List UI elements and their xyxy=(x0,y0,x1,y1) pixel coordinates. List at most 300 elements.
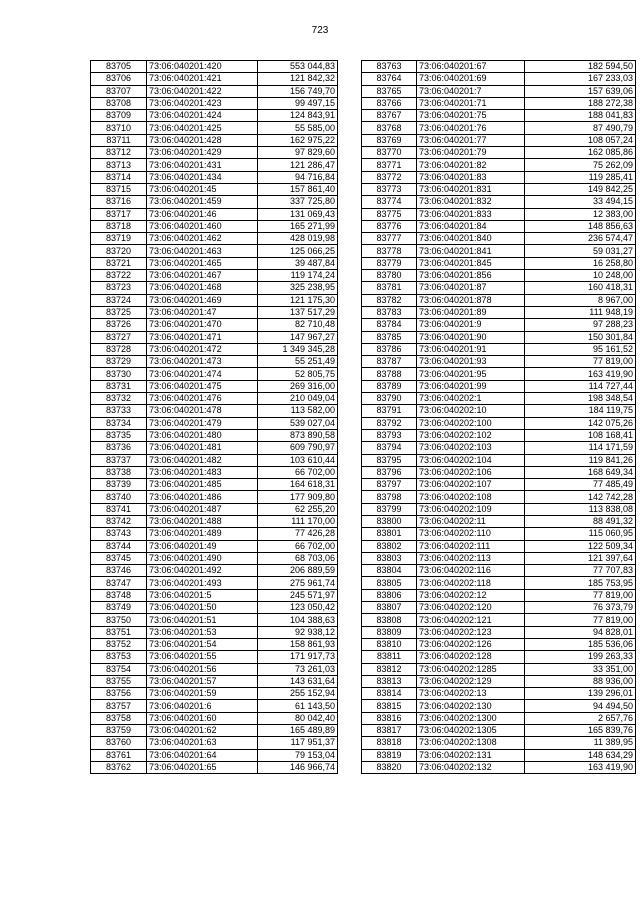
table-row xyxy=(91,356,338,368)
row-number-cell: 83775 xyxy=(362,208,417,220)
value-cell: 95 161,52 xyxy=(525,343,636,355)
cadastral-number-cell: 73:06:040201:59 xyxy=(147,688,258,700)
cadastral-number-cell: 73:06:040202:108 xyxy=(417,491,525,503)
value-cell: 150 301,84 xyxy=(525,331,636,343)
table-row xyxy=(362,737,636,749)
table-row xyxy=(362,405,636,417)
cadastral-number-cell: 73:06:040201:49 xyxy=(147,540,258,552)
table-row xyxy=(362,319,636,331)
row-number-cell: 83770 xyxy=(362,147,417,159)
cadastral-number-cell: 73:06:040201:831 xyxy=(417,183,525,195)
table-row xyxy=(91,651,338,663)
value-cell: 103 610,44 xyxy=(258,454,338,466)
value-cell: 99 497,15 xyxy=(258,97,338,109)
value-cell: 111 948,19 xyxy=(525,306,636,318)
value-cell: 171 917,73 xyxy=(258,651,338,663)
cadastral-number-cell: 73:06:040201:878 xyxy=(417,294,525,306)
row-number-cell: 83753 xyxy=(91,651,147,663)
row-number-cell: 83802 xyxy=(362,540,417,552)
row-number-cell: 83730 xyxy=(91,368,147,380)
cadastral-number-cell: 73:06:040201:478 xyxy=(147,405,258,417)
table-row xyxy=(362,479,636,491)
table-row xyxy=(362,417,636,429)
cadastral-number-cell: 73:06:040201:64 xyxy=(147,749,258,761)
table-row xyxy=(91,540,338,552)
cadastral-number-cell: 73:06:040201:474 xyxy=(147,368,258,380)
value-cell: 62 255,20 xyxy=(258,503,338,515)
value-cell: 33 351,00 xyxy=(525,663,636,675)
table-row xyxy=(362,196,636,208)
row-number-cell: 83746 xyxy=(91,565,147,577)
value-cell: 121 175,30 xyxy=(258,294,338,306)
table-row xyxy=(362,540,636,552)
cadastral-number-cell: 73:06:040202:123 xyxy=(417,626,525,638)
table-row xyxy=(91,675,338,687)
cadastral-number-cell: 73:06:040201:479 xyxy=(147,417,258,429)
table-row xyxy=(91,663,338,675)
value-cell: 162 085,86 xyxy=(525,147,636,159)
cadastral-number-cell: 73:06:040201:90 xyxy=(417,331,525,343)
cadastral-number-cell: 73:06:040201:421 xyxy=(147,73,258,85)
value-cell: 182 594,50 xyxy=(525,61,636,73)
table-row xyxy=(362,233,636,245)
table-row xyxy=(362,638,636,650)
cadastral-number-cell: 73:06:040201:91 xyxy=(417,343,525,355)
table-row xyxy=(362,85,636,97)
table-row xyxy=(91,306,338,318)
row-number-cell: 83774 xyxy=(362,196,417,208)
cadastral-number-cell: 73:06:040202:102 xyxy=(417,429,525,441)
value-cell: 88 936,00 xyxy=(525,675,636,687)
row-number-cell: 83744 xyxy=(91,540,147,552)
table-row xyxy=(362,343,636,355)
row-number-cell: 83817 xyxy=(362,725,417,737)
table-row xyxy=(91,405,338,417)
value-cell: 160 418,31 xyxy=(525,282,636,294)
cadastral-number-cell: 73:06:040202:118 xyxy=(417,577,525,589)
cadastral-number-cell: 73:06:040202:130 xyxy=(417,700,525,712)
table-row xyxy=(91,380,338,392)
row-number-cell: 83814 xyxy=(362,688,417,700)
row-number-cell: 83818 xyxy=(362,737,417,749)
value-cell: 82 710,48 xyxy=(258,319,338,331)
row-number-cell: 83712 xyxy=(91,147,147,159)
cadastral-number-cell: 73:06:040202:111 xyxy=(417,540,525,552)
value-cell: 553 044,83 xyxy=(258,61,338,73)
row-number-cell: 83777 xyxy=(362,233,417,245)
cadastral-number-cell: 73:06:040201:6 xyxy=(147,700,258,712)
table-row xyxy=(362,282,636,294)
cadastral-number-cell: 73:06:040201:423 xyxy=(147,97,258,109)
table-row xyxy=(91,257,338,269)
cadastral-number-cell: 73:06:040202:103 xyxy=(417,442,525,454)
row-number-cell: 83760 xyxy=(91,737,147,749)
value-cell: 199 263,33 xyxy=(525,651,636,663)
cadastral-number-cell: 73:06:040201:422 xyxy=(147,85,258,97)
value-cell: 2 657,76 xyxy=(525,712,636,724)
row-number-cell: 83732 xyxy=(91,393,147,405)
table-row xyxy=(362,294,636,306)
value-cell: 157 639,06 xyxy=(525,85,636,97)
value-cell: 148 856,63 xyxy=(525,220,636,232)
cadastral-number-cell: 73:06:040202:106 xyxy=(417,466,525,478)
row-number-cell: 83724 xyxy=(91,294,147,306)
cadastral-number-cell: 73:06:040201:420 xyxy=(147,61,258,73)
cadastral-number-cell: 73:06:040201:489 xyxy=(147,528,258,540)
value-cell: 77 819,00 xyxy=(525,589,636,601)
value-cell: 185 536,06 xyxy=(525,638,636,650)
table-row xyxy=(91,208,338,220)
cadastral-number-cell: 73:06:040201:93 xyxy=(417,356,525,368)
value-cell: 873 890,58 xyxy=(258,429,338,441)
cadastral-number-cell: 73:06:040201:481 xyxy=(147,442,258,454)
cadastral-number-cell: 73:06:040201:467 xyxy=(147,270,258,282)
table-row xyxy=(91,245,338,257)
cadastral-table-right xyxy=(361,60,636,774)
cadastral-number-cell: 73:06:040201:56 xyxy=(147,663,258,675)
row-number-cell: 83706 xyxy=(91,73,147,85)
value-cell: 121 842,32 xyxy=(258,73,338,85)
table-row xyxy=(362,675,636,687)
value-cell: 117 951,37 xyxy=(258,737,338,749)
row-number-cell: 83728 xyxy=(91,343,147,355)
value-cell: 12 383,00 xyxy=(525,208,636,220)
cadastral-number-cell: 73:06:040202:109 xyxy=(417,503,525,515)
cadastral-number-cell: 73:06:040201:82 xyxy=(417,159,525,171)
cadastral-number-cell: 73:06:040201:434 xyxy=(147,171,258,183)
table-row xyxy=(362,442,636,454)
row-number-cell: 83804 xyxy=(362,565,417,577)
value-cell: 11 389,95 xyxy=(525,737,636,749)
row-number-cell: 83799 xyxy=(362,503,417,515)
cadastral-number-cell: 73:06:040202:10 xyxy=(417,405,525,417)
row-number-cell: 83720 xyxy=(91,245,147,257)
cadastral-number-cell: 73:06:040202:100 xyxy=(417,417,525,429)
table-row xyxy=(362,306,636,318)
value-cell: 158 861,93 xyxy=(258,638,338,650)
table-row xyxy=(91,122,338,134)
table-row xyxy=(362,614,636,626)
table-row xyxy=(362,663,636,675)
value-cell: 16 258,80 xyxy=(525,257,636,269)
value-cell: 119 285,41 xyxy=(525,171,636,183)
value-cell: 97 288,23 xyxy=(525,319,636,331)
value-cell: 143 631,64 xyxy=(258,675,338,687)
cadastral-number-cell: 73:06:040201:475 xyxy=(147,380,258,392)
table-row xyxy=(91,393,338,405)
row-number-cell: 83787 xyxy=(362,356,417,368)
value-cell: 59 031,27 xyxy=(525,245,636,257)
table-row xyxy=(91,159,338,171)
value-cell: 94 494,50 xyxy=(525,700,636,712)
row-number-cell: 83763 xyxy=(362,61,417,73)
row-number-cell: 83789 xyxy=(362,380,417,392)
cadastral-number-cell: 73:06:040201:55 xyxy=(147,651,258,663)
table-row xyxy=(362,515,636,527)
value-cell: 66 702,00 xyxy=(258,466,338,478)
table-row xyxy=(91,110,338,122)
row-number-cell: 83792 xyxy=(362,417,417,429)
cadastral-number-cell: 73:06:040201:57 xyxy=(147,675,258,687)
value-cell: 147 967,27 xyxy=(258,331,338,343)
cadastral-number-cell: 73:06:040201:71 xyxy=(417,97,525,109)
row-number-cell: 83726 xyxy=(91,319,147,331)
value-cell: 165 489,89 xyxy=(258,725,338,737)
cadastral-number-cell: 73:06:040202:12 xyxy=(417,589,525,601)
cadastral-number-cell: 73:06:040201:473 xyxy=(147,356,258,368)
row-number-cell: 83761 xyxy=(91,749,147,761)
table-row xyxy=(91,417,338,429)
cadastral-number-cell: 73:06:040201:471 xyxy=(147,331,258,343)
row-number-cell: 83809 xyxy=(362,626,417,638)
cadastral-number-cell: 73:06:040201:459 xyxy=(147,196,258,208)
row-number-cell: 83745 xyxy=(91,552,147,564)
row-number-cell: 83793 xyxy=(362,429,417,441)
row-number-cell: 83750 xyxy=(91,614,147,626)
value-cell: 168 649,34 xyxy=(525,466,636,478)
table-row xyxy=(91,688,338,700)
cadastral-number-cell: 73:06:040202:1305 xyxy=(417,725,525,737)
cadastral-number-cell: 73:06:040201:841 xyxy=(417,245,525,257)
row-number-cell: 83729 xyxy=(91,356,147,368)
row-number-cell: 83816 xyxy=(362,712,417,724)
row-number-cell: 83795 xyxy=(362,454,417,466)
table-row xyxy=(91,565,338,577)
value-cell: 77 819,00 xyxy=(525,614,636,626)
value-cell: 428 019,98 xyxy=(258,233,338,245)
table-row xyxy=(91,491,338,503)
row-number-cell: 83716 xyxy=(91,196,147,208)
cadastral-number-cell: 73:06:040201:63 xyxy=(147,737,258,749)
table-row xyxy=(362,528,636,540)
row-number-cell: 83766 xyxy=(362,97,417,109)
value-cell: 76 373,79 xyxy=(525,602,636,614)
row-number-cell: 83806 xyxy=(362,589,417,601)
table-row xyxy=(362,466,636,478)
cadastral-number-cell: 73:06:040201:492 xyxy=(147,565,258,577)
row-number-cell: 83718 xyxy=(91,220,147,232)
table-row xyxy=(362,429,636,441)
cadastral-number-cell: 73:06:040201:832 xyxy=(417,196,525,208)
row-number-cell: 83710 xyxy=(91,122,147,134)
cadastral-number-cell: 73:06:040201:75 xyxy=(417,110,525,122)
table-row xyxy=(91,270,338,282)
table-row xyxy=(362,147,636,159)
value-cell: 165 839,76 xyxy=(525,725,636,737)
table-row xyxy=(362,270,636,282)
value-cell: 121 397,64 xyxy=(525,552,636,564)
cadastral-number-cell: 73:06:040201:45 xyxy=(147,183,258,195)
table-row xyxy=(91,233,338,245)
value-cell: 148 634,29 xyxy=(525,749,636,761)
value-cell: 163 419,90 xyxy=(525,368,636,380)
table-row xyxy=(91,85,338,97)
cadastral-number-cell: 73:06:040201:99 xyxy=(417,380,525,392)
table-row xyxy=(91,454,338,466)
value-cell: 61 143,50 xyxy=(258,700,338,712)
value-cell: 119 841,26 xyxy=(525,454,636,466)
cadastral-number-cell: 73:06:040201:50 xyxy=(147,602,258,614)
cadastral-number-cell: 73:06:040202:107 xyxy=(417,479,525,491)
cadastral-number-cell: 73:06:040201:490 xyxy=(147,552,258,564)
row-number-cell: 83725 xyxy=(91,306,147,318)
row-number-cell: 83764 xyxy=(362,73,417,85)
value-cell: 55 585,00 xyxy=(258,122,338,134)
table-row xyxy=(362,245,636,257)
value-cell: 539 027,04 xyxy=(258,417,338,429)
value-cell: 177 909,80 xyxy=(258,491,338,503)
row-number-cell: 83762 xyxy=(91,761,147,773)
row-number-cell: 83788 xyxy=(362,368,417,380)
table-row xyxy=(91,626,338,638)
value-cell: 142 075,26 xyxy=(525,417,636,429)
table-row xyxy=(91,466,338,478)
cadastral-number-cell: 73:06:040201:69 xyxy=(417,73,525,85)
cadastral-number-cell: 73:06:040201:840 xyxy=(417,233,525,245)
table-row xyxy=(362,552,636,564)
table-row xyxy=(91,725,338,737)
value-cell: 114 171,59 xyxy=(525,442,636,454)
table-row xyxy=(91,614,338,626)
cadastral-number-cell: 73:06:040201:483 xyxy=(147,466,258,478)
value-cell: 122 509,34 xyxy=(525,540,636,552)
table-row xyxy=(362,700,636,712)
value-cell: 55 251,49 xyxy=(258,356,338,368)
cadastral-number-cell: 73:06:040201:472 xyxy=(147,343,258,355)
table-row xyxy=(91,147,338,159)
cadastral-number-cell: 73:06:040202:120 xyxy=(417,602,525,614)
cadastral-number-cell: 73:06:040201:67 xyxy=(417,61,525,73)
table-row xyxy=(91,528,338,540)
row-number-cell: 83780 xyxy=(362,270,417,282)
table-row xyxy=(91,552,338,564)
table-row xyxy=(362,491,636,503)
row-number-cell: 83748 xyxy=(91,589,147,601)
row-number-cell: 83782 xyxy=(362,294,417,306)
table-row xyxy=(362,589,636,601)
table-row xyxy=(91,429,338,441)
value-cell: 609 790,97 xyxy=(258,442,338,454)
value-cell: 92 938,12 xyxy=(258,626,338,638)
cadastral-number-cell: 73:06:040201:465 xyxy=(147,257,258,269)
value-cell: 156 749,70 xyxy=(258,85,338,97)
table-row xyxy=(91,749,338,761)
value-cell: 157 861,40 xyxy=(258,183,338,195)
table-row xyxy=(362,208,636,220)
cadastral-number-cell: 73:06:040201:428 xyxy=(147,134,258,146)
table-row xyxy=(91,73,338,85)
cadastral-number-cell: 73:06:040202:104 xyxy=(417,454,525,466)
value-cell: 80 042,40 xyxy=(258,712,338,724)
row-number-cell: 83765 xyxy=(362,85,417,97)
table-row xyxy=(362,356,636,368)
cadastral-number-cell: 73:06:040201:493 xyxy=(147,577,258,589)
table-row xyxy=(91,171,338,183)
row-number-cell: 83715 xyxy=(91,183,147,195)
cadastral-number-cell: 73:06:040201:460 xyxy=(147,220,258,232)
table-row xyxy=(91,712,338,724)
value-cell: 167 233,03 xyxy=(525,73,636,85)
cadastral-number-cell: 73:06:040202:1308 xyxy=(417,737,525,749)
row-number-cell: 83757 xyxy=(91,700,147,712)
cadastral-number-cell: 73:06:040201:833 xyxy=(417,208,525,220)
cadastral-number-cell: 73:06:040202:116 xyxy=(417,565,525,577)
table-row xyxy=(91,589,338,601)
cadastral-number-cell: 73:06:040202:113 xyxy=(417,552,525,564)
cadastral-number-cell: 73:06:040201:54 xyxy=(147,638,258,650)
value-cell: 163 419,90 xyxy=(525,761,636,773)
row-number-cell: 83711 xyxy=(91,134,147,146)
table-row xyxy=(91,700,338,712)
row-number-cell: 83749 xyxy=(91,602,147,614)
table-row xyxy=(91,503,338,515)
value-cell: 162 975,22 xyxy=(258,134,338,146)
table-row xyxy=(362,134,636,146)
row-number-cell: 83785 xyxy=(362,331,417,343)
cadastral-number-cell: 73:06:040201:485 xyxy=(147,479,258,491)
row-number-cell: 83755 xyxy=(91,675,147,687)
value-cell: 164 618,31 xyxy=(258,479,338,491)
row-number-cell: 83810 xyxy=(362,638,417,650)
row-number-cell: 83771 xyxy=(362,159,417,171)
row-number-cell: 83713 xyxy=(91,159,147,171)
row-number-cell: 83805 xyxy=(362,577,417,589)
table-row xyxy=(362,61,636,73)
value-cell: 77 819,00 xyxy=(525,356,636,368)
cadastral-number-cell: 73:06:040202:13 xyxy=(417,688,525,700)
table-row xyxy=(362,73,636,85)
cadastral-number-cell: 73:06:040201:46 xyxy=(147,208,258,220)
value-cell: 113 838,08 xyxy=(525,503,636,515)
cadastral-number-cell: 73:06:040201:856 xyxy=(417,270,525,282)
value-cell: 108 168,41 xyxy=(525,429,636,441)
row-number-cell: 83800 xyxy=(362,515,417,527)
row-number-cell: 83813 xyxy=(362,675,417,687)
row-number-cell: 83707 xyxy=(91,85,147,97)
value-cell: 146 966,74 xyxy=(258,761,338,773)
table-row xyxy=(91,282,338,294)
cadastral-number-cell: 73:06:040201:425 xyxy=(147,122,258,134)
cadastral-number-cell: 73:06:040201:77 xyxy=(417,134,525,146)
cadastral-number-cell: 73:06:040201:487 xyxy=(147,503,258,515)
cadastral-number-cell: 73:06:040201:53 xyxy=(147,626,258,638)
row-number-cell: 83740 xyxy=(91,491,147,503)
row-number-cell: 83738 xyxy=(91,466,147,478)
value-cell: 206 889,59 xyxy=(258,565,338,577)
row-number-cell: 83811 xyxy=(362,651,417,663)
cadastral-number-cell: 73:06:040201:89 xyxy=(417,306,525,318)
row-number-cell: 83739 xyxy=(91,479,147,491)
value-cell: 188 041,83 xyxy=(525,110,636,122)
value-cell: 210 049,04 xyxy=(258,393,338,405)
value-cell: 73 261,03 xyxy=(258,663,338,675)
value-cell: 97 829,60 xyxy=(258,147,338,159)
cadastral-number-cell: 73:06:040201:468 xyxy=(147,282,258,294)
cadastral-number-cell: 73:06:040202:110 xyxy=(417,528,525,540)
cadastral-number-cell: 73:06:040201:62 xyxy=(147,725,258,737)
table-row xyxy=(91,368,338,380)
value-cell: 77 707,83 xyxy=(525,565,636,577)
row-number-cell: 83767 xyxy=(362,110,417,122)
cadastral-number-cell: 73:06:040201:9 xyxy=(417,319,525,331)
cadastral-number-cell: 73:06:040201:60 xyxy=(147,712,258,724)
table-row xyxy=(91,183,338,195)
table-row xyxy=(91,761,338,773)
value-cell: 269 316,00 xyxy=(258,380,338,392)
row-number-cell: 83758 xyxy=(91,712,147,724)
table-row xyxy=(91,515,338,527)
table-row xyxy=(91,196,338,208)
